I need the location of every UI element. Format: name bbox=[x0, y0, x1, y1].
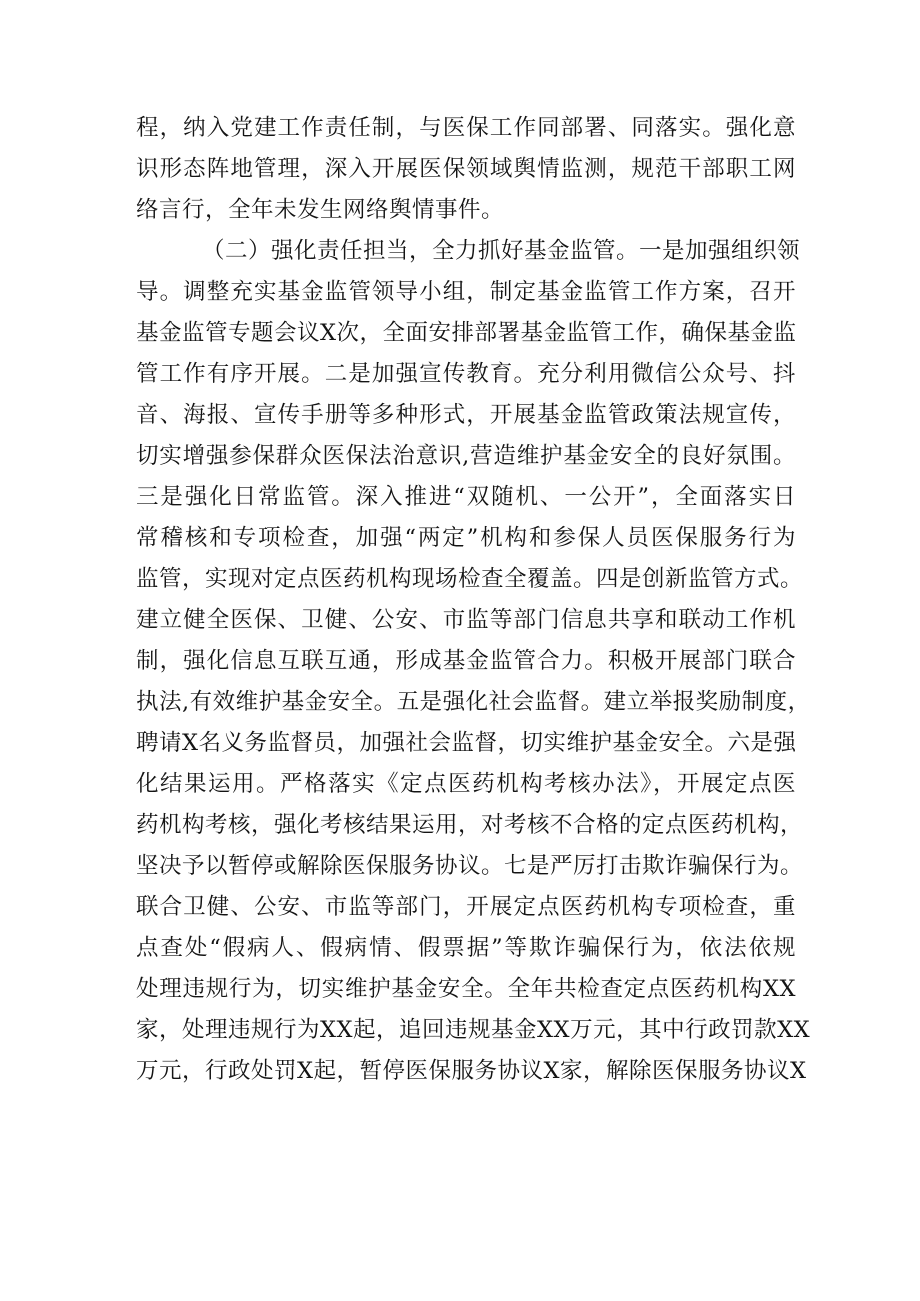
paragraph-2-line-18: 点查处“假病人、假病情、假票据”等欺诈骗保行为，依法依规 bbox=[136, 935, 796, 961]
paragraph-2-line-11: 制，强化信息互联互通，形成基金监管合力。积极开展部门联合 bbox=[136, 648, 796, 674]
paragraph-2-line-1: （二）强化责任担当，全力抓好基金监管。一是加强组织领 bbox=[202, 238, 801, 264]
paragraph-2-line-12: 执法,有效维护基金安全。五是强化社会监督。建立举报奖励制度， bbox=[136, 689, 811, 715]
paragraph-2-line-19: 处理违规行为，切实维护基金安全。全年共检查定点医药机构XX bbox=[136, 976, 796, 1002]
paragraph-2-line-10: 建立健全医保、卫健、公安、市监等部门信息共享和联动工作机 bbox=[136, 607, 796, 633]
paragraph-2-line-8: 常稽核和专项检查，加强“两定”机构和参保人员医保服务行为 bbox=[136, 525, 796, 551]
paragraph-2-line-5: 音、海报、宣传手册等多种形式，开展基金监管政策法规宣传， bbox=[136, 402, 796, 428]
paragraph-1-line-2: 识形态阵地管理，深入开展医保领域舆情监测，规范干部职工网 bbox=[136, 156, 796, 182]
paragraph-2-line-20: 家，处理违规行为XX起，追回违规基金XX万元，其中行政罚款XX bbox=[136, 1017, 811, 1043]
paragraph-2-line-13: 聘请X名义务监督员，加强社会监督，切实维护基金安全。六是强 bbox=[136, 730, 797, 756]
paragraph-1-line-1: 程，纳入党建工作责任制，与医保工作同部署、同落实。强化意 bbox=[136, 115, 796, 141]
paragraph-2-line-21: 万元，行政处罚X起，暂停医保服务协议X家，解除医保服务协议X bbox=[136, 1058, 807, 1084]
paragraph-2-line-7: 三是强化日常监管。深入推进“双随机、一公开”，全面落实日 bbox=[136, 484, 796, 510]
paragraph-2 bbox=[136, 231, 811, 1133]
paragraph-1-line-3: 络言行，全年未发生网络舆情事件。 bbox=[136, 197, 505, 223]
paragraph-2-line-9: 监管，实现对定点医药机构现场检查全覆盖。四是创新监管方式。 bbox=[136, 566, 804, 592]
paragraph-2-line-2: 导。调整充实基金监管领导小组，制定基金监管工作方案，召开 bbox=[136, 279, 796, 305]
paragraph-2-line-16: 坚决予以暂停或解除医保服务协议。七是严厉打击欺诈骗保行为。 bbox=[136, 853, 804, 879]
paragraph-2-line-3: 基金监管专题会议X次，全面安排部署基金监管工作，确保基金监 bbox=[136, 320, 797, 346]
paragraph-2-line-4: 管工作有序开展。二是加强宣传教育。充分利用微信公众号、抖 bbox=[136, 361, 796, 387]
paragraph-2-line-17: 联合卫健、公安、市监等部门，开展定点医药机构专项检查，重 bbox=[136, 894, 796, 920]
paragraph-2-line-6: 切实增强参保群众医保法治意识,营造维护基金安全的良好氛围。 bbox=[136, 443, 796, 469]
paragraph-2-line-22 bbox=[136, 1092, 796, 1133]
paragraph-1 bbox=[136, 108, 796, 231]
paragraph-2-line-15: 药机构考核，强化考核结果运用，对考核不合格的定点医药机构， bbox=[136, 812, 804, 838]
paragraph-2-line-14: 化结果运用。严格落实《定点医药机构考核办法》，开展定点医 bbox=[136, 771, 796, 797]
